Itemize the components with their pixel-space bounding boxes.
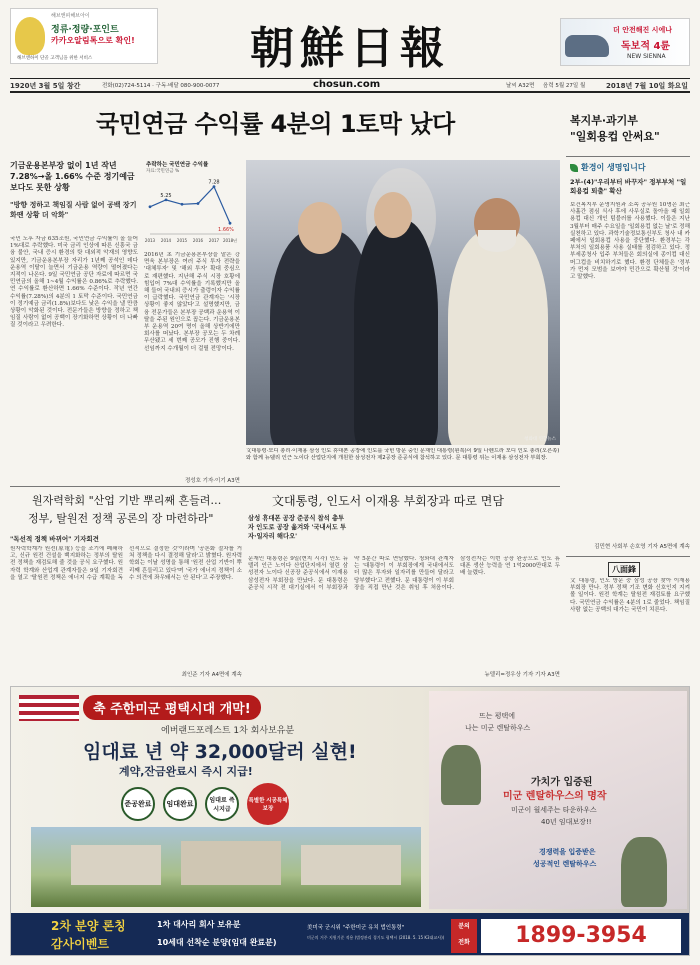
site-url[interactable]: chosun.com: [313, 79, 381, 90]
chart-data-label: 7.28: [208, 179, 220, 186]
chart-point: [149, 205, 152, 208]
ad-right-line1: 더 안전해진 시에나: [613, 26, 672, 34]
sidebar-section-text: 환경이 생명입니다: [581, 163, 646, 172]
chart-point: [213, 185, 216, 188]
bottom-ad[interactable]: [10, 686, 690, 956]
photo-caption: 文대통령·모디 총리·이재용 삼성 인도 휴대폰 공장에 인도를 국빈 방문 중인 문재인 대통령(왼쪽)이 9일 나렌드라 모디 인도 총리(오른쪽)와 함께 뉴델리 인근 노이다 산업단지에 개원한 삼성전자 제2공장 준공식에 참석하고 있다. 문 대통령 뒤는 이재용 삼성전자 부회장.: [246, 448, 560, 461]
prime-minister-figure: [448, 230, 548, 445]
soldier-icon-2: [621, 837, 667, 907]
businessman-head: [374, 192, 412, 238]
chart-data-label: 5.25: [160, 192, 172, 199]
ad-tag-3: 임대료 즉시지급: [205, 787, 239, 821]
ad-right-brand: NEW SIENNA: [627, 53, 666, 60]
right-mid-2: 미군 렌탈하우스의 명작: [503, 791, 607, 802]
middle-headline[interactable]: 文대통령, 인도서 이재용 부회장과 따로 면담: [272, 494, 504, 508]
building-3: [301, 845, 401, 885]
lead-body-col2: 2016년 초 기금운용본부장을 맡은 강면욱 본부장은 여러 주식 투자 전략을 '대체투자' 및 '해외 투자' 확대 중심으로 재편했다. 지난해 주식 시장 호황에 힘입어 7%대 수익률을 기록했지만 올해 들어 국내외 증시가 출렁이자 수익률이 급락했다. 국민연금 관계자는 '시장 상황이 좋지 않았다'고 설명했지만, 금융 전문가들은 본부장 공백과 운용역 이탈을 주된 원인으로 꼽는다. 기금운용본부 운용역 20여 명이 올해 상반기에만 회사를 떠났다. 본부장 공모는 두 차례 무산됐고 세 번째 공모가 진행 중이다. 선임까지 수개월이 더 걸릴 전망이다.: [144, 252, 240, 352]
phone-label: [451, 919, 477, 953]
prime-minister-beard: [478, 230, 516, 252]
ad-right-line2: 독보적 4륜: [621, 41, 671, 52]
column-title[interactable]: 八面鋒: [608, 562, 640, 577]
ad-main: 임대료 년 약 32,000달러 실현!: [83, 741, 357, 763]
chart-tick-label: 2017: [208, 238, 220, 243]
lead-byline: 정성호 기자·이기 A3면: [184, 478, 240, 484]
middle-body: 문재인 대통령은 9일(현지 시각) 인도 뉴델리 인근 노이다 산업단지에서 열린 삼성전자 노이다 신공장 준공식에서 이재용 삼성전자 부회장을 만났다. 문 대통령은 준공식 시작 전 대기실에서 이 부회장과 약 5분간 따로 면담했다. 청와대 관계자는 '대통령이 이 부회장에게 국내에서도 더 많은 투자와 일자리를 만들어 달라고 당부했다'고 전했다. 문 대통령이 이 부회장을 직접 만난 것은 취임 후 처음이다. 삼성전자는 이번 공장 완공으로 인도 휴대폰 생산 능력을 연 1억2000만대로 두 배 늘렸다.: [248, 556, 560, 591]
mascot-icon: [15, 17, 45, 55]
ad-sub: 에버랜드포레스트 1차 회사보유분: [161, 726, 295, 736]
photo-credit: 청와대 연합뉴스: [524, 437, 556, 442]
middle-deck: 삼성 휴대폰 공장 준공식 참석 총투자 인도로 공장 옮겨와 '국내서도 투자·일자리 해다오': [248, 515, 347, 540]
right-top-2: 나는 미군 렌탈하우스: [465, 724, 531, 732]
pension-chart: [144, 160, 240, 248]
section-divider: [10, 486, 560, 487]
phone-info: 전화(02)724-5114 · 구독·배달 080-900-0077: [102, 83, 220, 89]
ad-line2: 카카오알림톡으로 확인!: [51, 36, 135, 45]
flag-icon: [19, 695, 79, 721]
ad-tag-2: 임대완료: [163, 787, 197, 821]
top-left-ad[interactable]: [10, 8, 158, 64]
car-icon: [565, 35, 609, 57]
issue-date: 2018년 7월 10일 화요일: [606, 82, 688, 90]
sidebar-subdeck: 2부-(4)"우리부터 바꾸자" 정부부처 "일회용컵 퇴출" 확산: [570, 178, 687, 195]
townhouse-image: [31, 827, 421, 907]
chart-unit: 자료:국민연금 %: [146, 169, 180, 174]
right-mid-4: 40년 임대보장!!: [541, 818, 592, 826]
event-3a: 1차 대사리 회사 보유분: [157, 920, 241, 929]
ad-banner: 축 주한미군 평택시대 개막!: [83, 695, 261, 720]
ad-tag-4: 특별한 시공특혜 보장: [247, 783, 289, 825]
masthead-bottom-rule: [10, 91, 690, 93]
chart-point: [229, 222, 232, 225]
sidebar-byline: 김민현 사회부 손호영 기자 A5면에 계속: [594, 544, 690, 550]
chart-title: 추락하는 국민연금 수익률: [146, 162, 209, 168]
founded-date: 1920년 3월 5일 창간: [10, 82, 81, 90]
chart-point: [197, 202, 200, 205]
phone-number[interactable]: 1899-3954: [481, 919, 681, 953]
building-1: [71, 845, 161, 885]
nuclear-byline: 최인준 기자 A4면에 계속: [181, 672, 242, 678]
right-top-1: 뜨는 평택에: [479, 712, 516, 720]
event-3b: 10세대 선착순 분양(임대 완료분): [157, 938, 277, 947]
nuclear-headline-1[interactable]: 원자력학회 "산업 기반 뿌리째 흔들려…: [32, 494, 222, 507]
lunar-date: 음력 5월 27일 월: [543, 83, 586, 89]
ad-note: 해브앤하이 단골 고객님을 위한 서비스: [17, 56, 93, 61]
right-mid-1: 가치가 입증된: [531, 777, 593, 788]
building-2: [181, 841, 281, 885]
phone-label-2: 전화: [458, 939, 470, 946]
weather-ref: 날씨 A32면: [506, 83, 535, 89]
leaf-icon: [570, 164, 578, 172]
ad-tag-1: 준공완료: [121, 787, 155, 821]
businessman-figure: [354, 220, 438, 445]
lead-body: 국민 노후 자금 635조원, 국민연금 수익률이 올 들어 1%대로 추락했다. 미국 금리 인상에 따른 신흥국 금융 불안, 국내 증시 환경의 탓 대외적 악재의 영향도 있지만, 기금운용본부장 자리가 1년째 공석인 데다 운용역 이탈이 늘면서 기금운용 역량이 떨어졌다는 지적이 나온다. 9일 국민연금 공단 자료에 따르면 국민연금의 올해 1~4월 수익률은 0.86%로 추락했다. 연 수익률로 환산하면 1.66% 수준이다. 작년 연간 수익률(7.28%)의 4분의 1 토막 수준이다. 국민연금이 정기예금 금리(1.8%)보다도 낮은 수익을 낼 만큼 상황이 악화된 것이다. 전문가들은 방향을 정하고 책임질 사람이 없어 공백이 장기화하면 상황이 더 나빠질 것이라고 우려한다.: [10, 236, 138, 329]
nuclear-body: 원자력학계가 원전(原電) 등을 조기에 폐쇄하고, 신규 원전 건설을 백지화하는 정부의 탈원전 정책을 재검토해 줄 것을 공식 요구했다. 원자력 학계와 산업계 관계자들은 9일 기자회견을 열고 '탈원전 정책은 에너지 수급 계획을 독선적으로 결정한 것'이라며 '공론화 절차를 거쳐 정책을 다시 결정해 달라'고 밝혔다. 원자력학회는 이날 성명을 통해 '원전 산업 기반이 뿌리째 흔들리고 있다'며 '국가 에너지 정책이 소수 의견에 좌우돼서는 안 된다'고 주장했다.: [10, 546, 242, 581]
nuclear-headline-2[interactable]: 정부, 탈원전 정책 공론의 장 마련하라": [28, 512, 214, 525]
sidebar-section-label: [570, 162, 646, 173]
event-2: 감사이벤트: [51, 937, 109, 951]
right-low-2: 성공적인 렌탈하우스: [533, 860, 597, 868]
president-head: [298, 202, 342, 254]
ad-line1: 정류·정량·포인트: [51, 25, 119, 35]
sidebar-headline-1[interactable]: 복지부·과기부: [570, 114, 638, 127]
chart-tick-label: 2015: [176, 238, 188, 243]
nuclear-deck: "독선적 정책 바뀌어" 기자회견: [10, 535, 99, 543]
chart-data-label: 1.66%: [218, 227, 234, 234]
main-headline[interactable]: 국민연금 수익률 4분의 1토막 났다: [96, 110, 455, 138]
chart-tick-label: 2013: [144, 238, 156, 243]
column-body: 文 대통령, 인도 방문 중 삼성 공장 찾아 이재용 부회장 만나. 정부 정책 기조 변화 신호인지 지켜볼 일이다. 원전 학계는 탈원전 재검토를 요구했다. 국민연금 수익률은 4분의 1로 줄었다. 책임질 사람 없는 공백의 대가는 국민이 치른다.: [570, 578, 690, 613]
chart-tick-label: 2018년: [222, 238, 238, 243]
chart-point: [181, 203, 184, 206]
news-photo[interactable]: [246, 160, 560, 445]
chart-svg: [144, 176, 240, 248]
ad-main2: 계약,잔금완료시 즉시 지급!: [119, 765, 253, 778]
right-low-1: 경쟁력을 입증받은: [539, 848, 596, 856]
middle-byline: 뉴델리=정우상 기자 기자 A3면: [484, 672, 560, 678]
chart-tick-label: 2014: [160, 238, 172, 243]
lead-deck-1: 기금운용본부장 없이 1년 작년 7.28%→올 1.66% 수준 정기예금보다도 못한 상황: [10, 161, 135, 192]
sidebar-rule: [566, 156, 690, 157]
phone-label-1: 분의: [458, 923, 470, 930]
lead-deck-2: "방향 정하고 책임질 사람 없어 공백 장기화땐 상황 더 악화": [10, 201, 137, 219]
sidebar-body: 보건복지부 운영지원과 소속 공무원 10명은 최근 사흘간 점심 식사 후에 사무실로 돌아올 때 일회용컵 대신 개인 텀블러를 사용했다. 이들은 지난 3월부터 매주 수요일을 '일회용컵 없는 날'로 정해 실천하고 있다. 과학기술정보통신부도 청사 내 카페에서 일회용컵 사용을 중단했다. 환경부는 각 부처의 일회용품 사용 실태를 점검하고 있다. 정부세종청사 입주 부처들은 회의실에 종이컵 대신 머그컵을 비치하기로 했다. 환경 단체들은 '정부가 먼저 모범을 보여야 민간으로 확산될 것'이라고 말했다.: [570, 202, 690, 281]
legal-2: 미군의 거주 지원기준 적용 (법정관리 경기도 평택시 (2018. 5. 15 K3대교사)): [307, 935, 445, 940]
soldier-icon-1: [441, 745, 481, 805]
masthead-title[interactable]: 朝鮮日報: [250, 23, 450, 74]
right-mid-3: 미군이 월세주는 타운하우스: [511, 806, 597, 814]
event-1: 2차 분양 론칭: [51, 919, 126, 933]
chart-point: [165, 198, 168, 201]
top-right-ad[interactable]: [560, 18, 690, 66]
chart-tick-label: 2016: [192, 238, 204, 243]
sidebar-headline-2[interactable]: "일회용컵 안써요": [570, 130, 660, 143]
legal-1: 美미국 군시위 "주한미군 유치 법인통령": [307, 925, 405, 931]
ad-tagline: 해브앤피해브아이: [51, 13, 90, 19]
column-rule: [566, 556, 690, 557]
